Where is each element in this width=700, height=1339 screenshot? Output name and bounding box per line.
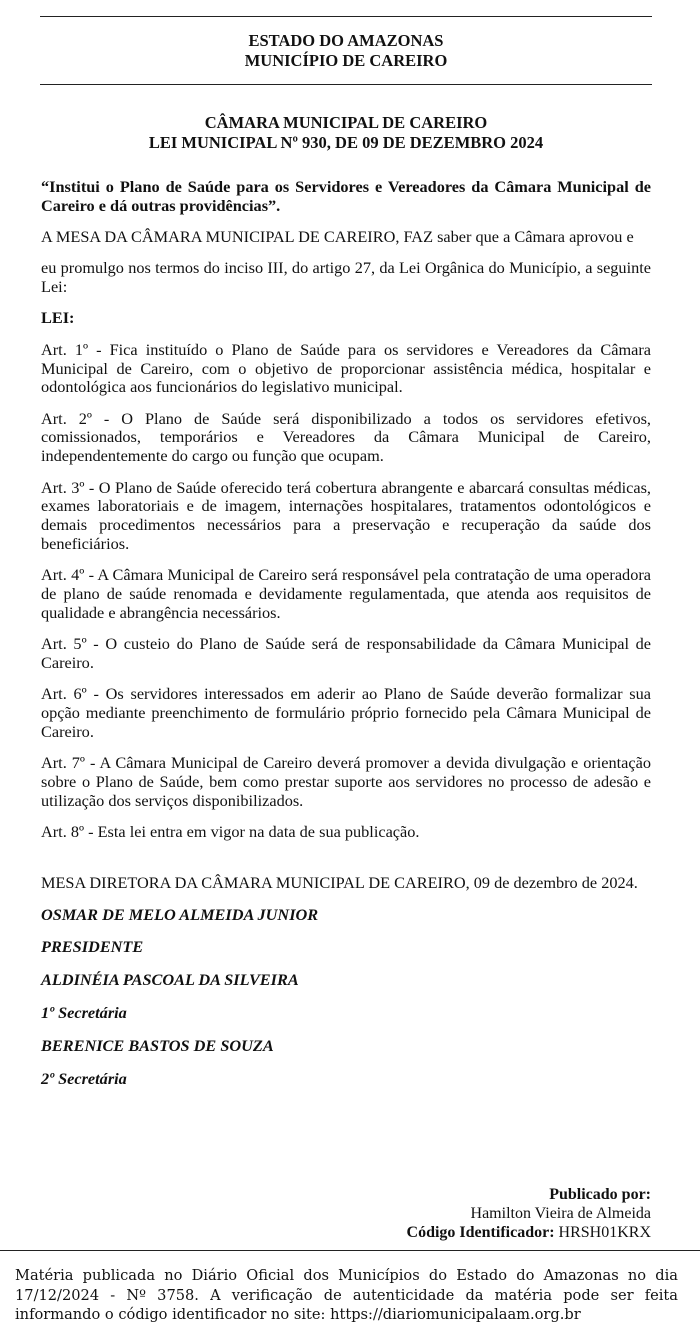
article-1: Art. 1º - Fica instituído o Plano de Saúde para os servidores e Vereadores da Câmara Municipal de Careiro, com o objetivo de proporcionar assistência médica, hospitalar e odontológica aos funcionários do legislativo municipal. (41, 339, 651, 397)
signature-role-1: PRESIDENTE (41, 937, 144, 957)
article-8: Art. 8º - Esta lei entra em vigor na data de sua publicação. (41, 822, 420, 842)
header-rule (40, 84, 652, 85)
identifier-code: HRSH01KRX (558, 1224, 651, 1241)
intro-paragraph-2: eu promulgo nos termos do inciso III, do artigo 27, da Lei Orgânica do Município, a seguinte Lei: (41, 258, 651, 297)
chamber-name: CÂMARA MUNICIPAL DE CAREIRO (204, 113, 488, 132)
municipality-name: MUNICÍPIO DE CAREIRO (244, 51, 448, 70)
article-2: Art. 2º - O Plano de Saúde será disponibilizado a todos os servidores efetivos, comissionados, temporários e Vereadores da Câmara Municipal de Careiro, independentemente do cargo ou função que ocupam. (41, 408, 651, 466)
law-body (41, 178, 651, 1102)
article-6: Art. 6º - Os servidores interessados em aderir ao Plano de Saúde deverão formalizar sua opção mediante preenchimento de formulário próprio fornecido pela Câmara Municipal de Careiro. (41, 684, 651, 741)
signature-name-3: BERENICE BASTOS DE SOUZA (41, 1035, 274, 1055)
identifier-label: Código Identificador: (406, 1224, 555, 1241)
lei-label: LEI: (41, 308, 75, 328)
closing-paragraph: MESA DIRETORA DA CÂMARA MUNICIPAL DE CAREIRO, 09 de dezembro de 2024. (41, 873, 638, 893)
signature-name-2: ALDINÉIA PASCOAL DA SILVEIRA (41, 970, 299, 990)
state-header (40, 31, 652, 71)
signature-name-1: OSMAR DE MELO ALMEIDA JUNIOR (41, 904, 319, 924)
identifier-line (407, 1223, 651, 1242)
law-title (40, 113, 652, 153)
footer-note: Matéria publicada no Diário Oficial dos Municípios do Estado do Amazonas no dia 17/12/2024 - Nº 3758. A verificação de autenticidade da matéria pode ser feita informando o código identificador no site: https://diariomunicipalaam.org.br (15, 1267, 678, 1323)
top-rule (40, 16, 652, 17)
signature-role-3: 2º Secretária (41, 1068, 127, 1088)
publication-block (407, 1185, 651, 1242)
published-by-label: Publicado por: (549, 1186, 651, 1203)
article-3: Art. 3º - O Plano de Saúde oferecido terá cobertura abrangente e abarcará consultas médicas, exames laboratoriais e de imagem, internações hospitalares, tratamentos odontológicos e demais procedimentos necessários para a preservação e recuperação da saúde dos beneficiários. (41, 477, 651, 553)
publisher-name: Hamilton Vieira de Almeida (470, 1205, 651, 1222)
footer-rule (0, 1250, 700, 1251)
signature-role-2: 1º Secretária (41, 1003, 127, 1022)
article-5: Art. 5º - O custeio do Plano de Saúde será de responsabilidade da Câmara Municipal de Careiro. (41, 634, 651, 672)
article-4: Art. 4º - A Câmara Municipal de Careiro será responsável pela contratação de uma operadora de plano de saúde renomada e devidamente regulamentada, que atenda aos requisitos de qualidade e abrangência necessários. (41, 565, 651, 622)
article-7: Art. 7º - A Câmara Municipal de Careiro deverá promover a devida divulgação e orientação sobre o Plano de Saúde, bem como prestar suporte aos servidores no processo de adesão e utilização dos serviços disponibilizados. (41, 753, 651, 810)
law-number: LEI MUNICIPAL Nº 930, DE 09 DE DEZEMBRO 2024 (148, 133, 544, 152)
state-name: ESTADO DO AMAZONAS (248, 31, 444, 50)
ementa: “Institui o Plano de Saúde para os Servidores e Vereadores da Câmara Municipal de Careiro e dá outras providências”. (41, 177, 651, 215)
intro-paragraph-1: A MESA DA CÂMARA MUNICIPAL DE CAREIRO, FAZ saber que a Câmara aprovou e (41, 227, 634, 247)
